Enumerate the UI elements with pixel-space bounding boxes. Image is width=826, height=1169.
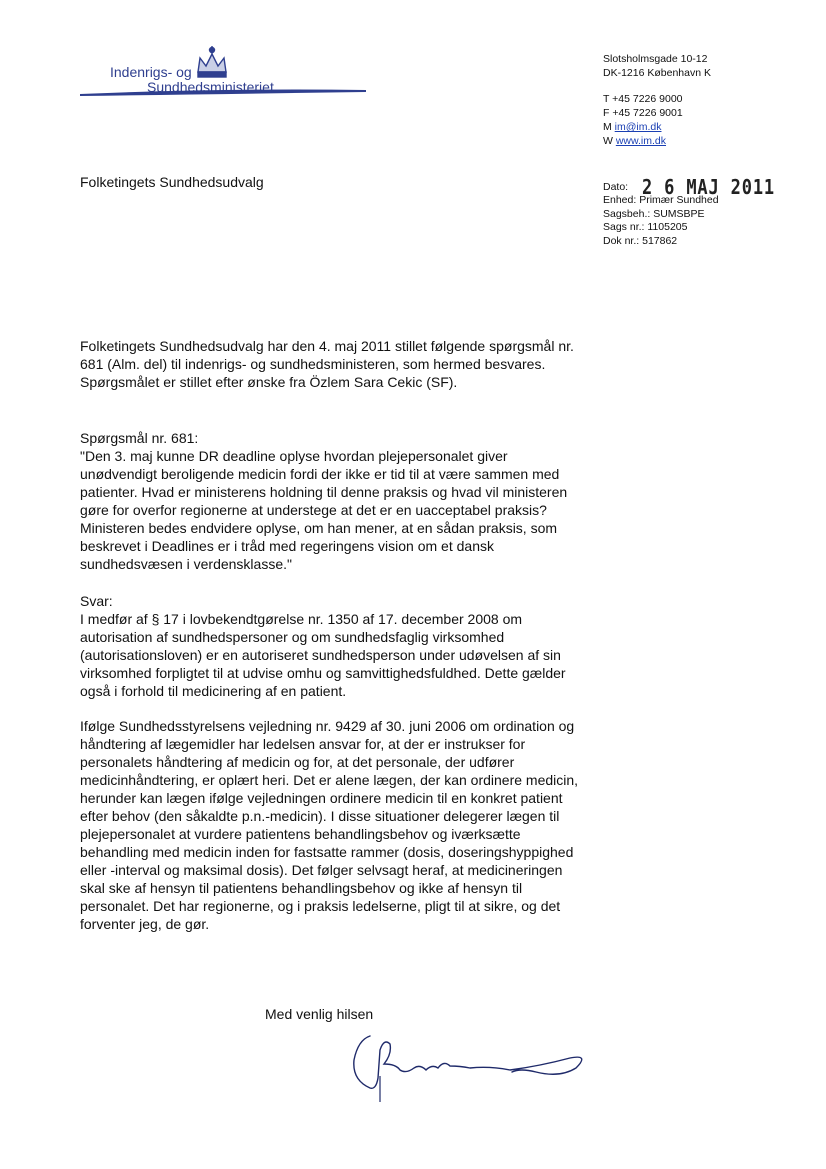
answer-paragraph-2-wrap	[80, 717, 580, 933]
web-link[interactable]: www.im.dk	[615, 135, 667, 147]
crown-icon	[198, 46, 226, 77]
address-web-row	[603, 134, 711, 148]
mail-prefix: M	[603, 121, 615, 133]
signature-icon	[340, 1030, 590, 1110]
question-label: Spørgsmål nr. 681:	[80, 430, 199, 446]
recipient: Folketingets Sundhedsudvalg	[80, 174, 264, 190]
web-prefix: W	[603, 135, 616, 147]
mail-link[interactable]: im@im.dk	[614, 121, 662, 133]
address-phone: T +45 7226 9000	[603, 93, 683, 105]
logo-line1: Indenrigs- og	[110, 64, 192, 80]
date-row	[603, 172, 799, 199]
answer-section	[80, 592, 580, 700]
question-text: "Den 3. maj kunne DR deadline oplyse hvordan plejepersonalet giver unødvendigt beroligende medicin fordi der ikke er tid til at være sammen med patienter. Hvad er ministerens holdning til denne praksis og hvad vil ministeren gøre for overfor regionerne at understege at det er en uacceptabel praksis? Ministeren bedes endvidere oplyse, om han mener, at en sådan praksis, som beskrevet i Deadlines er i tråd med regeringens vision om et dansk sundhedsvæsen i verdensklasse."	[80, 448, 568, 572]
address-city: DK-1216 København K	[603, 67, 711, 79]
address-street: Slotsholmsgade 10-12	[603, 53, 708, 65]
address-fax: F +45 7226 9001	[603, 107, 683, 119]
meta-case-no: Sags nr.: 1105205	[603, 221, 688, 233]
meta-unit: Enhed: Primær Sundhed	[603, 194, 719, 206]
date-label: Dato:	[603, 180, 629, 193]
question-section	[80, 429, 580, 573]
meta-doc-no: Dok nr.: 517862	[603, 234, 678, 247]
answer-label: Svar:	[80, 593, 113, 609]
address-mail-row	[603, 120, 711, 134]
meta-block	[603, 172, 799, 248]
closing: Med venlig hilsen	[265, 1006, 374, 1022]
answer-paragraph-1: I medfør af § 17 i lovbekendtgørelse nr. 1350 af 17. december 2008 om autorisation af sundhedspersoner og om sundhedsfaglig virksomhed (autorisationsloven) er en autoriseret sundhedsperson under udøvelsen af sin virksomhed forpligtet til at udvise omhu og samvittighedsfuldhed. Dette gælder også i forhold til medicinering af en patient.	[80, 611, 566, 699]
logo-line2: Sundhedsministeriet	[147, 79, 274, 95]
meta-case-officer: Sagsbeh.: SUMSBPE	[603, 207, 705, 220]
intro-paragraph	[80, 337, 580, 391]
intro-text: Folketingets Sundhedsudvalg har den 4. maj 2011 stillet følgende spørgsmål nr. 681 (Alm. del) til indenrigs- og sundhedsministeren, som hermed besvares. Spørgsmålet er stillet efter ønske fra Özlem Sara Cekic (SF).	[80, 338, 574, 390]
date-stamp: 2 6 MAJ 2011	[642, 174, 776, 199]
address-block	[603, 52, 711, 148]
answer-paragraph-2: Ifølge Sundhedsstyrelsens vejledning nr. 9429 af 30. juni 2006 om ordination og håndtering af lægemidler har ledelsen ansvar for, at der er instrukser for personalets håndtering af medicin og for, at det personale, der udfører medicinhåndtering, er oplært heri. Det er alene lægen, der kan ordinere medicin, herunder kan lægen ifølge vejledningen ordinere medicin til en konkret patient efter behov (den såkaldte p.n.-medicin). I disse situationer delegerer lægen til plejepersonalet at vurdere patientens behandlingsbehov og iværksætte behandling med medicin inden for fastsatte rammer (dosis, doseringshyppighed eller -interval og maksimal dosis). Det følger selvsagt heraf, at medicineringen skal ske af hensyn til patientens behandlingsbehov og ikke af hensyn til personalet. Det har regionerne, og i praksis ledelserne, pligt til at sikre, og det forventer jeg, de gør.	[80, 718, 579, 932]
